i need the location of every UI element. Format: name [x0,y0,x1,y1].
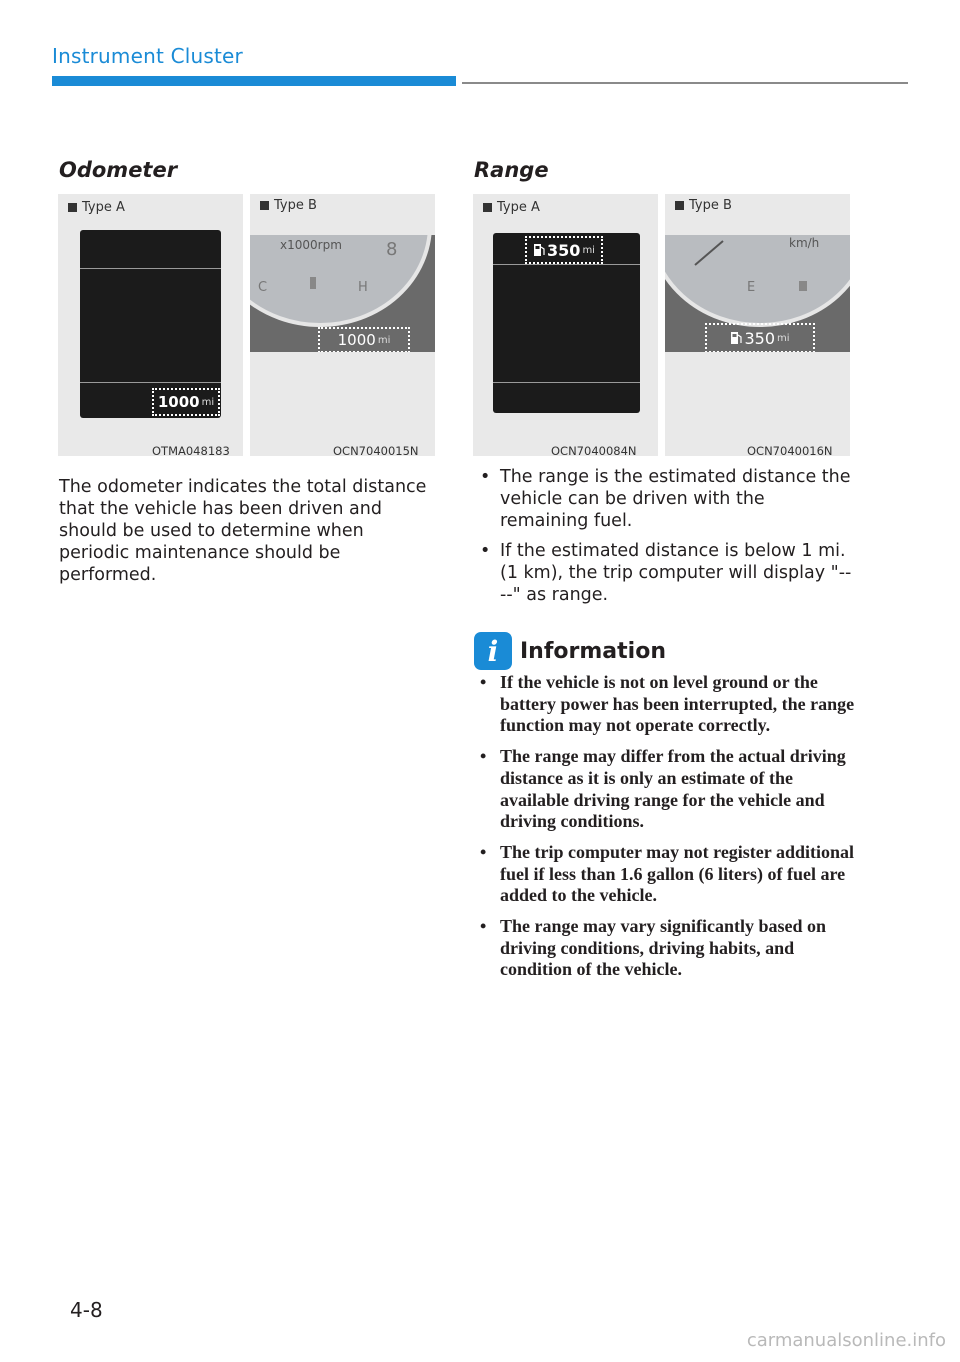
lcd-display [493,233,640,413]
readout-value: 350 [547,240,581,260]
tach-mark-8: 8 [386,239,398,260]
figure-tag-label: Type A [497,200,540,215]
speed-scale-label: km/h [789,236,820,250]
figure-tag-label: Type B [689,198,732,213]
square-bullet-icon [68,203,77,212]
fuel-pump-icon [730,331,742,345]
range-type-b-figure [665,194,850,456]
information-list [474,672,864,990]
list-item: • The range is the estimated distance the vehicle can be driven with the remaining fuel. [474,466,854,532]
odometer-type-b-figure [250,194,435,456]
range-readout [705,323,815,352]
readout-unit: mi [582,244,595,256]
figure-code: OTMA048183 [152,444,230,458]
range-title: Range [474,158,549,182]
readout-unit: mi [377,334,391,346]
range-bullets [474,466,854,614]
readout-value: 350 [744,328,775,348]
square-bullet-icon [675,201,684,210]
figure-tag [260,198,317,213]
header-title: Instrument Cluster [52,44,243,68]
figure-tag [68,200,125,215]
header-rule-blue [52,76,456,86]
lcd-divider [493,382,640,383]
lcd-divider [80,268,221,269]
odometer-readout [318,327,410,352]
lcd-display [80,230,221,418]
temp-mark-h: H [358,280,368,295]
list-item: • If the vehicle is not on level ground or the battery power has been interrupted, the range function may not operate correctly. [474,672,864,737]
fuel-pump-icon [533,243,545,257]
watermark: carmanualsonline.info [746,1330,946,1351]
gauge-display [250,235,435,352]
figure-tag [675,198,732,213]
lcd-divider [80,382,221,383]
fuel-mark-e: E [747,280,756,295]
figure-code: OCN7040016N [747,444,833,458]
odometer-type-a-figure [58,194,243,456]
information-title: Information [520,638,666,664]
temp-mark-c: C [258,280,268,295]
list-item: • If the estimated distance is below 1 mi. (1 km), the trip computer will display "----" as range. [474,540,854,606]
odometer-title: Odometer [59,158,178,182]
readout-unit: mi [777,332,790,344]
readout-value: 1000 [157,393,200,411]
readout-value: 1000 [337,331,376,349]
readout-unit: mi [201,396,215,408]
list-item: • The trip computer may not register additional fuel if less than 1.6 gallon (6 liters) of fuel are added to the vehicle. [474,842,864,907]
lcd-divider [493,264,640,265]
page-number: 4-8 [70,1298,103,1322]
info-icon: i [474,632,512,670]
figure-code: OCN7040015N [333,444,419,458]
list-item: • The range may vary significantly based on driving conditions, driving habits, and condition of the vehicle. [474,916,864,981]
figure-code: OCN7040084N [551,444,637,458]
gauge-display [665,235,850,352]
list-item: • The range may differ from the actual driving distance as it is only an estimate of the available driving range for the vehicle and driving conditions. [474,746,864,833]
odometer-description: The odometer indicates the total distance that the vehicle has been driven and should be used to determine when periodic maintenance should be performed. [59,477,427,585]
odometer-readout [152,388,220,416]
square-bullet-icon [260,201,269,210]
figure-tag [483,200,540,215]
figure-tag-label: Type A [82,200,125,215]
header-rule-grey [462,82,908,84]
square-bullet-icon [483,203,492,212]
range-readout [525,236,603,264]
tach-scale-label: x1000rpm [280,238,342,252]
figure-tag-label: Type B [274,198,317,213]
information-heading [474,632,666,670]
range-type-a-figure [473,194,658,456]
